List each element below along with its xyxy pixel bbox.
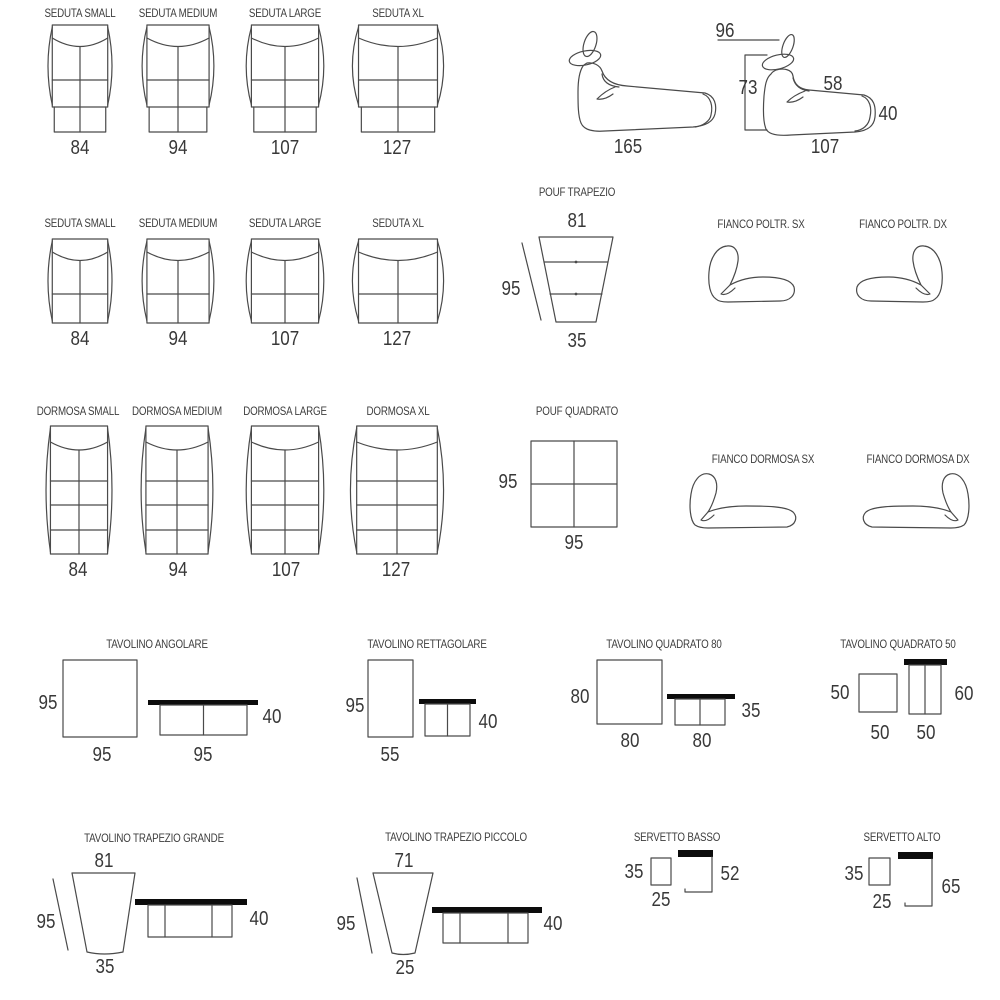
tavolino-angolare-side-view xyxy=(148,698,266,738)
tavolino-quadrato-50-title: TAVOLINO QUADRATO 50 xyxy=(840,639,956,651)
servetto-basso-width-dim: 25 xyxy=(651,889,671,911)
trapezio-grande-side-view xyxy=(135,897,255,939)
fianco-poltr-dx-profile xyxy=(848,240,948,308)
tavolino-angolare-width-dim: 95 xyxy=(92,744,112,766)
servetto-alto-width-dim: 25 xyxy=(872,891,892,913)
trapezio-grande-bottom-dim: 35 xyxy=(95,956,115,978)
poltrona-backrest-dim: 58 xyxy=(823,73,843,95)
dormosa-large-width: 107 xyxy=(271,559,301,581)
trapezio-piccolo-height-dim: 40 xyxy=(543,913,563,935)
fianco-poltr-sx-profile xyxy=(703,240,803,308)
seduta-small-width: 84 xyxy=(70,328,90,350)
trapezio-piccolo-top-view xyxy=(350,868,440,958)
chaise-side-profile xyxy=(553,22,728,140)
tavolino-angolare-side-width-dim: 95 xyxy=(193,744,213,766)
chaise-depth-dim: 165 xyxy=(613,136,643,158)
dormosa-medium-top-view xyxy=(140,426,214,554)
trapezio-grande-height-dim: 40 xyxy=(249,908,269,930)
tavolino-trapezio-piccolo-title: TAVOLINO TRAPEZIO PICCOLO xyxy=(385,832,527,844)
fianco-poltr-dx-title: FIANCO POLTR. DX xyxy=(859,219,947,231)
dormosa-small-width: 84 xyxy=(68,559,88,581)
seduta-small-title: SEDUTA SMALL xyxy=(44,218,116,230)
dormosa-large-title: DORMOSA LARGE xyxy=(243,406,327,418)
poltrona-top-width-dim: 96 xyxy=(715,20,735,42)
servetto-alto-title: SERVETTO ALTO xyxy=(863,832,941,844)
seduta-chaise-medium-top-view xyxy=(141,25,215,132)
tavolino-angolare-title: TAVOLINO ANGOLARE xyxy=(106,639,208,651)
seduta-chaise-medium-width: 94 xyxy=(168,137,188,159)
seduta-chaise-medium-title: SEDUTA MEDIUM xyxy=(138,8,218,20)
trapezio-piccolo-side-view xyxy=(432,905,552,945)
servetto-basso-top-view xyxy=(650,856,672,886)
poltrona-back-height-dim: 73 xyxy=(738,77,758,99)
trapezio-piccolo-bottom-dim: 25 xyxy=(395,957,415,979)
trapezio-grande-side-dim: 95 xyxy=(36,911,56,933)
tavolino-quadrato-80-top-view xyxy=(596,659,663,725)
servetto-alto-top-view xyxy=(868,856,891,886)
pouf-trapezio-top-view xyxy=(505,230,620,330)
tavolino-quadrato-50-side-width-dim: 50 xyxy=(916,722,936,744)
pouf-trapezio-title: POUF TRAPEZIO xyxy=(538,187,616,199)
pouf-quadrato-side-dim: 95 xyxy=(498,471,518,493)
pouf-quadrato-title: POUF QUADRATO xyxy=(535,406,619,418)
dormosa-xl-width: 127 xyxy=(381,559,411,581)
pouf-trapezio-top-dim: 81 xyxy=(567,210,587,232)
fianco-dormosa-sx-profile xyxy=(688,468,803,532)
fianco-dormosa-sx-title: FIANCO DORMOSA SX xyxy=(711,454,815,466)
servetto-alto-depth-dim: 35 xyxy=(844,863,864,885)
tavolino-angolare-top-view xyxy=(62,659,138,738)
seduta-xl-top-view xyxy=(351,239,445,323)
tavolino-quadrato-80-side-width-dim: 80 xyxy=(692,730,712,752)
tavolino-quadrato-50-width-dim: 50 xyxy=(870,722,890,744)
pouf-quadrato-bottom-dim: 95 xyxy=(564,532,584,554)
tavolino-quadrato-80-title: TAVOLINO QUADRATO 80 xyxy=(606,639,722,651)
seduta-chaise-xl-title: SEDUTA XL xyxy=(372,8,424,20)
servetto-basso-side-view xyxy=(678,848,718,896)
trapezio-grande-top-dim: 81 xyxy=(94,850,114,872)
dormosa-xl-title: DORMOSA XL xyxy=(366,406,430,418)
seduta-chaise-large-title: SEDUTA LARGE xyxy=(248,8,322,20)
servetto-alto-side-view xyxy=(898,850,938,910)
seduta-chaise-large-top-view xyxy=(245,25,325,132)
tavolino-quadrato-80-depth-dim: 80 xyxy=(570,686,590,708)
tavolino-rettagolare-height-dim: 40 xyxy=(478,711,498,733)
seduta-medium-top-view xyxy=(141,239,215,323)
tavolino-quadrato-80-height-dim: 35 xyxy=(741,700,761,722)
pouf-trapezio-bottom-dim: 35 xyxy=(567,330,587,352)
servetto-basso-title: SERVETTO BASSO xyxy=(633,832,721,844)
servetto-basso-height-dim: 52 xyxy=(720,863,740,885)
seduta-xl-title: SEDUTA XL xyxy=(372,218,424,230)
seduta-chaise-large-width: 107 xyxy=(270,137,300,159)
tavolino-rettagolare-top-view xyxy=(367,659,414,738)
pouf-trapezio-side-dim: 95 xyxy=(501,278,521,300)
seduta-large-width: 107 xyxy=(270,328,300,350)
tavolino-rettagolare-title: TAVOLINO RETTAGOLARE xyxy=(367,639,487,651)
dormosa-medium-width: 94 xyxy=(168,559,188,581)
poltrona-depth-dim: 107 xyxy=(810,136,840,158)
fianco-poltr-sx-title: FIANCO POLTR. SX xyxy=(717,219,805,231)
tavolino-quadrato-50-top-view xyxy=(858,673,898,713)
trapezio-piccolo-top-dim: 71 xyxy=(394,850,414,872)
tavolino-rettagolare-width-dim: 55 xyxy=(380,744,400,766)
seduta-chaise-small-width: 84 xyxy=(70,137,90,159)
seduta-large-title: SEDUTA LARGE xyxy=(248,218,322,230)
fianco-dormosa-dx-profile xyxy=(856,468,971,532)
seduta-small-top-view xyxy=(47,239,113,323)
seduta-chaise-xl-top-view xyxy=(351,25,445,132)
tavolino-trapezio-grande-title: TAVOLINO TRAPEZIO GRANDE xyxy=(84,833,224,845)
seduta-medium-title: SEDUTA MEDIUM xyxy=(138,218,218,230)
tavolino-rettagolare-depth-dim: 95 xyxy=(345,695,365,717)
tavolino-quadrato-80-width-dim: 80 xyxy=(620,730,640,752)
poltrona-seat-height-dim: 40 xyxy=(878,103,898,125)
seduta-xl-width: 127 xyxy=(382,328,412,350)
tavolino-angolare-height-dim: 40 xyxy=(262,706,282,728)
tavolino-angolare-depth-dim: 95 xyxy=(38,692,58,714)
dormosa-medium-title: DORMOSA MEDIUM xyxy=(132,406,222,418)
seduta-chaise-small-title: SEDUTA SMALL xyxy=(44,8,116,20)
seduta-large-top-view xyxy=(245,239,325,323)
tavolino-quadrato-50-depth-dim: 50 xyxy=(830,682,850,704)
seduta-chaise-small-top-view xyxy=(47,25,113,132)
dormosa-small-title: DORMOSA SMALL xyxy=(36,406,120,418)
seduta-medium-width: 94 xyxy=(168,328,188,350)
fianco-dormosa-dx-title: FIANCO DORMOSA DX xyxy=(866,454,970,466)
dormosa-xl-top-view xyxy=(349,426,445,554)
servetto-alto-height-dim: 65 xyxy=(941,876,961,898)
trapezio-grande-top-view xyxy=(48,868,143,956)
dormosa-small-top-view xyxy=(45,426,113,554)
trapezio-piccolo-side-dim: 95 xyxy=(336,913,356,935)
servetto-basso-depth-dim: 35 xyxy=(624,861,644,883)
dormosa-large-top-view xyxy=(245,426,325,554)
pouf-quadrato-top-view xyxy=(530,440,618,528)
tavolino-quadrato-50-height-dim: 60 xyxy=(954,683,974,705)
seduta-chaise-xl-width: 127 xyxy=(382,137,412,159)
